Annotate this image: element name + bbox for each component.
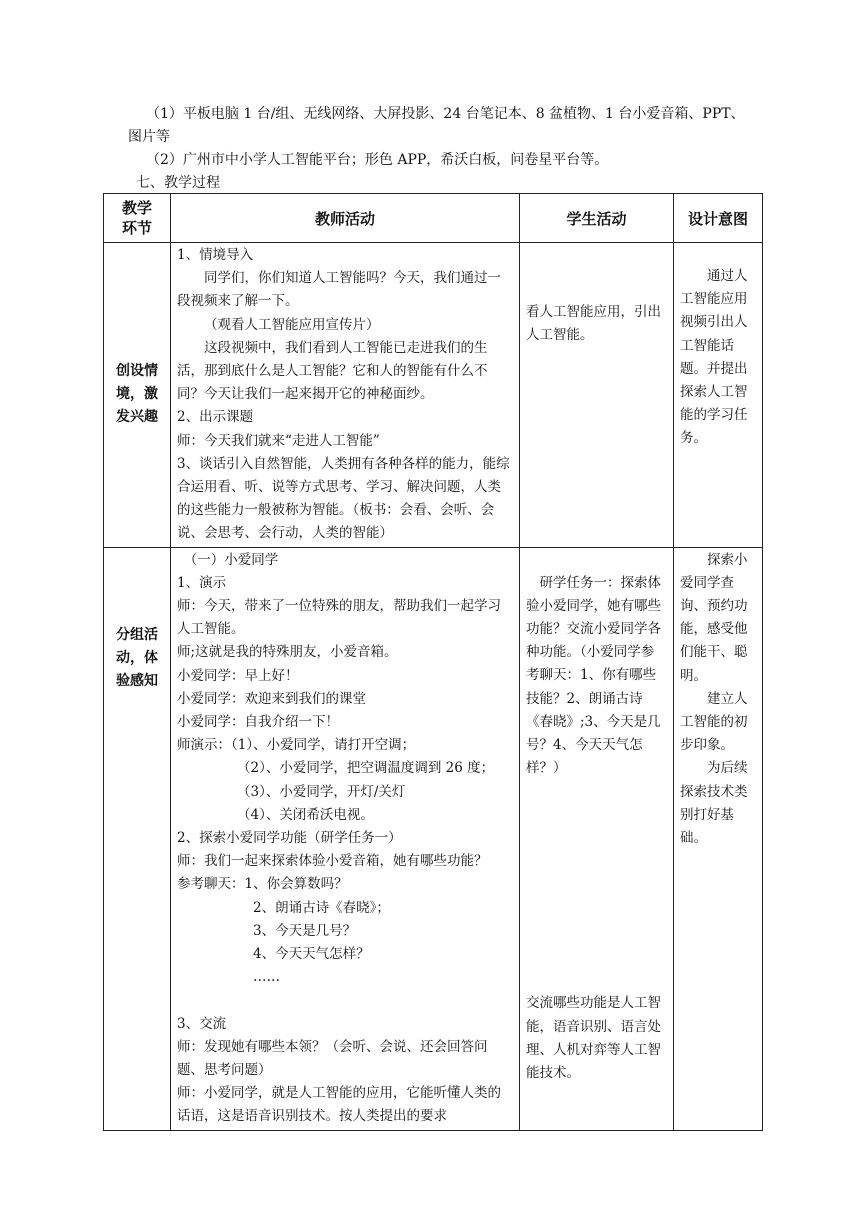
text-line: 师;这就是我的特殊朋友，小爱音箱。: [177, 644, 398, 661]
text-line: 师：今天我们就来“走进人工智能”: [177, 432, 380, 449]
text-line: 1、情境导入: [177, 247, 254, 263]
text-line: 2、出示课题: [177, 409, 254, 426]
header-student-activity: 学生活动: [520, 194, 674, 243]
text-line: （观看人工智能应用宣传片）: [204, 316, 380, 333]
teaching-process-table: [103, 193, 763, 1131]
text-line: 研学任务一：探索体验小爱同学，她有哪些功能？交流小爱同学各种功能。（小爱同学参考聊天：1、你有哪些技能？2、朗诵古诗《春晓》;3、今天是几号？4、今天天气怎样？）: [526, 574, 661, 777]
design-intent-cell: [674, 243, 762, 452]
text-line: 1、演示: [177, 574, 227, 591]
text-line: 师：今天，带来了一位特殊的朋友，帮助我们一起学习人工智能。: [177, 598, 501, 638]
text-line: 同学们，你们知道人工智能吗？今天，我们通过一段视频来了解一下。: [177, 270, 501, 310]
text-line: 建立人工智能的初步印象。: [680, 690, 748, 754]
text-line: 参考聊天：1、你会算数吗？: [177, 876, 348, 893]
text-line: 师：我们一起来探索体验小爱音箱，她有哪些功能？: [177, 853, 488, 870]
text-line: 2、探索小爱同学功能（研学任务一）: [177, 830, 402, 847]
header-teacher-activity: 教师活动: [171, 194, 520, 243]
text-line: 师：发现她有哪些本领？（会听、会说、还会回答问题、思考问题）: [177, 1038, 488, 1078]
text-line: 小爱同学：自我介绍一下！: [177, 714, 339, 731]
section-heading: 七、教学过程: [136, 175, 220, 191]
text-line: 2、朗诵古诗《春晓》；: [253, 899, 390, 916]
table-row: [104, 547, 763, 1130]
text-line: 小爱同学：早上好！: [177, 667, 299, 684]
text-line: 4、今天天气怎样？: [253, 946, 370, 963]
intro-text: [128, 103, 768, 195]
student-activity-cell: [520, 243, 673, 348]
design-intent-cell: [674, 548, 762, 852]
text-line: 交流哪些功能是人工智能，语音识别、语言处理、人机对弈等人工智能技术。: [526, 995, 661, 1082]
equipment-line-1-cont: 图片等: [128, 129, 170, 145]
table-row: [104, 243, 763, 548]
text-line: 3、今天是几号？: [253, 922, 357, 939]
text-line: （3）、小爱同学，开灯/关灯: [237, 783, 406, 800]
blank-line: [177, 990, 513, 1013]
text-line: 探索小爱同学查询、预约功能，感受他们能干、聪明。: [680, 551, 748, 684]
text-line: 3、谈话引入自然智能，人类拥有各种各样的能力，能综合运用看、听、说等方式思考、学习、解决问题，人类的这些能力一般被称为智能。（板书：会看、会听、会说、会思考、会行动，人类的智能）: [177, 455, 510, 542]
header-stage: 教学环节: [104, 194, 171, 243]
text-line: 师演示：（1）、小爱同学，请打开空调；: [177, 737, 416, 754]
text-line: 师：小爱同学，就是人工智能的应用，它能听懂人类的话语，这是语音识别技术。按人类提出的要求: [177, 1085, 501, 1125]
text-line: （一）小爱同学: [183, 551, 279, 568]
stage-label: 创设情境，激发兴趣: [116, 363, 158, 426]
header-design-intent: 设计意图: [674, 194, 763, 243]
table-header-row: [104, 194, 763, 243]
text-line: ……: [253, 969, 280, 986]
text-line: （2）、小爱同学，把空调温度调到 26 度；: [237, 760, 495, 777]
platform-line: （2）广州市中小学人工智能平台；形色 APP，希沃白板，问卷星平台等。: [146, 152, 609, 168]
text-line: 通过人工智能应用视频引出人工智能话题。并提出探索人工智能的学习任务。: [680, 268, 748, 447]
teacher-activity-cell: [171, 548, 519, 1130]
text-line: 看人工智能应用，引出人工智能。: [526, 304, 661, 344]
text-line: （4）、关闭希沃电视。: [237, 806, 374, 823]
stage-label: 分组活动，体验感知: [116, 626, 158, 689]
equipment-line-1: （1）平板电脑 1 台/组、无线网络、大屏投影、24 台笔记本、8 盆植物、1 台小爱音箱、PPT、: [146, 106, 745, 122]
text-line: 为后续探索技术类别打好基础。: [680, 760, 748, 847]
student-activity-cell: [520, 548, 673, 1087]
text-line: 3、交流: [177, 1015, 227, 1032]
teacher-activity-cell: [171, 243, 519, 547]
text-line: 小爱同学：欢迎来到我们的课堂: [177, 690, 366, 707]
text-line: 这段视频中，我们看到人工智能已走进我们的生活，那到底什么是人工智能？它和人的智能有什么不同？今天让我们一起来揭开它的神秘面纱。: [177, 339, 488, 403]
